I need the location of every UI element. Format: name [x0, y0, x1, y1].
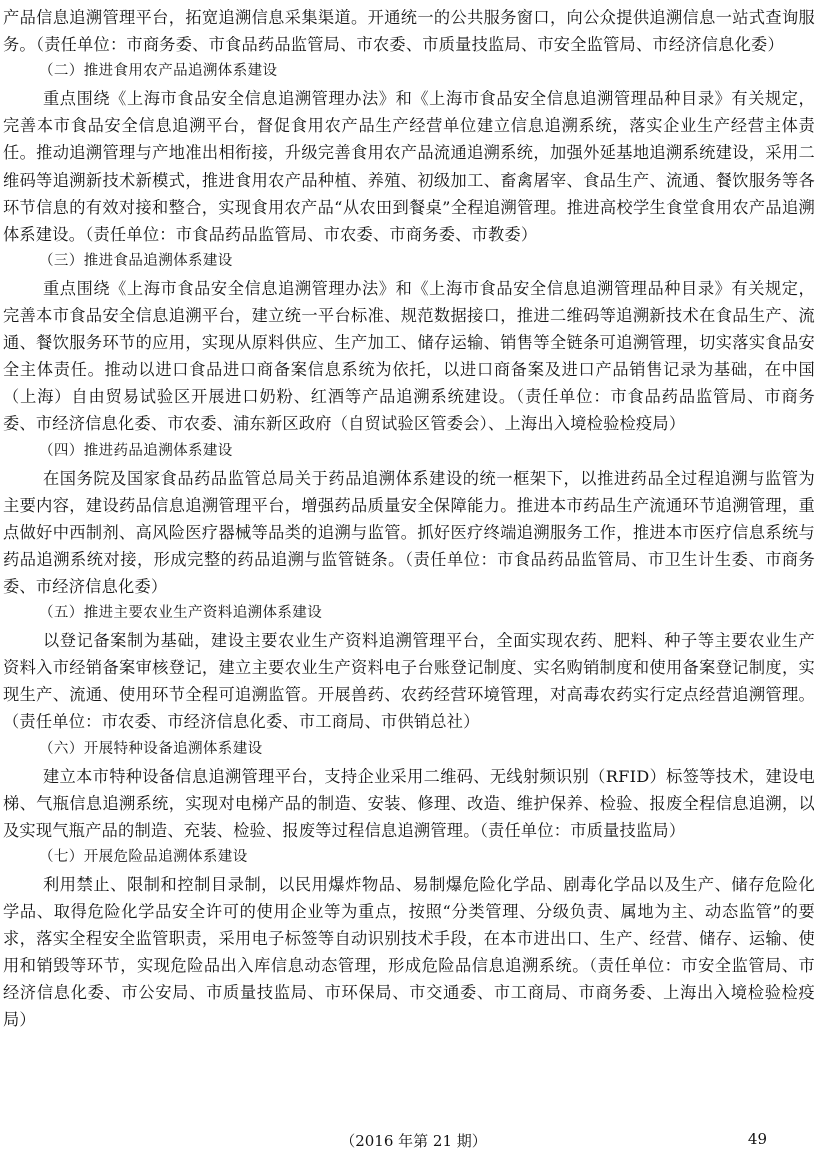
paragraph: 利用禁止、限制和控制目录制，以民用爆炸物品、易制爆危险化学品、剧毒化学品以及生产、储存危险化学品、取得危险化学品安全许可的使用企业等为重点，按照“分类管理、分级负责、属地为主、动态监管”的要求，落实全程安全监管职责，采用电子标签等自动识别技术手段，在本市进出口、生产、经营、储存、运输、使用和销毁等环节，实现危险品出入库信息动态管理，形成危险品信息追溯系统。（责任单位：市安全监管局、市经济信息化委、市公安局、市质量技监局、市环保局、市交通委、市工商局、市商务委、上海出入境检验检疫局）: [3, 875, 815, 1030]
paragraph: 在国务院及国家食品药品监管总局关于药品追溯体系建设的统一框架下，以推进药品全过程追溯与监管为主要内容，建设药品信息追溯管理平台，增强药品质量安全保障能力。推进本市药品生产流通环节追溯管理，重点做好中西制剂、高风险医疗器械等品类的追溯与监管。抓好医疗终端追溯服务工作，推进本市医疗信息系统与药品追溯系统对接，形成完整的药品追溯与监管链条。（责任单位：市食品药品监管局、市卫生计生委、市商务委、市经济信息化委）: [3, 468, 815, 596]
paragraph: 产品信息追溯管理平台，拓宽追溯信息采集渠道。开通统一的公共服务窗口，向公众提供追溯信息一站式查询服务。（责任单位：市商务委、市食品药品监管局、市农委、市质量技监局、市安全监管局、市经济信息化委）: [3, 8, 815, 55]
section-heading: （二）推进食用农产品追溯体系建设: [39, 63, 278, 80]
paragraph: 建立本市特种设备信息追溯管理平台，支持企业采用二维码、无线射频识别（RFID）标签等技术，建设电梯、气瓶信息追溯系统，实现对电梯产品的制造、安装、修理、改造、维护保养、检验、报废全程信息追溯，以及实现气瓶产品的制造、充装、检验、报废等过程信息追溯管理。（责任单位：市质量技监局）: [3, 766, 815, 840]
section-heading: （五）推进主要农业生产资料追溯体系建设: [39, 605, 323, 622]
paragraph: 重点围绕《上海市食品安全信息追溯管理办法》和《上海市食品安全信息追溯管理品种目录》有关规定，完善本市食品安全信息追溯平台，督促食用农产品生产经营单位建立信息追溯系统，落实企业生产经营主体责任。推动追溯管理与产地准出相衔接，升级完善食用农产品流通追溯系统，加强外延基地追溯系统建设，采用二维码等追溯新技术新模式，推进食用农产品种植、养殖、初级加工、畜禽屠宰、食品生产、流通、餐饮服务等各环节信息的有效对接和整合，实现食用农产品“从农田到餐桌”全程追溯管理。推进高校学生食堂食用农产品追溯体系建设。（责任单位：市食品药品监管局、市农委、市商务委、市教委）: [3, 89, 815, 244]
section-heading: （三）推进食品追溯体系建设: [39, 252, 233, 269]
page-number: 49: [747, 1130, 767, 1148]
section-heading: （六）开展特种设备追溯体系建设: [39, 740, 263, 757]
paragraph: 重点围绕《上海市食品安全信息追溯管理办法》和《上海市食品安全信息追溯管理品种目录》有关规定，完善本市食品安全信息追溯平台，建立统一平台标准、规范数据接口，推进二维码等追溯新技术在食品生产、流通、餐饮服务环节的应用，实现从原料供应、生产加工、储存运输、销售等全链条可追溯管理，切实落实食品安全主体责任。推动以进口食品进口商备案信息系统为依托，以进口商备案及进口产品销售记录为基础，在中国（上海）自由贸易试验区开展进口奶粉、红酒等产品追溯系统建设。（责任单位：市食品药品监管局、市商务委、市经济信息化委、市农委、浦东新区政府（自贸试验区管委会）、上海出入境检验检疫局）: [3, 278, 815, 434]
issue-label: （2016 年第 21 期）: [340, 1132, 487, 1150]
section-heading: （四）推进药品追溯体系建设: [39, 442, 233, 459]
paragraph: 以登记备案制为基础，建设主要农业生产资料追溯管理平台，全面实现农药、肥料、种子等主要农业生产资料入市经销备案审核登记，建立主要农业生产资料电子台账登记制度、实名购销制度和使用备案登记制度，实现生产、流通、使用环节全程可追溯监管。开展兽药、农药经营环境管理，对高毒农药实行定点经营追溯管理。（责任单位：市农委、市经济信息化委、市工商局、市供销总社）: [3, 631, 815, 732]
document-body: [3, 4, 815, 1034]
section-heading: （七）开展危险品追溯体系建设: [39, 848, 248, 865]
